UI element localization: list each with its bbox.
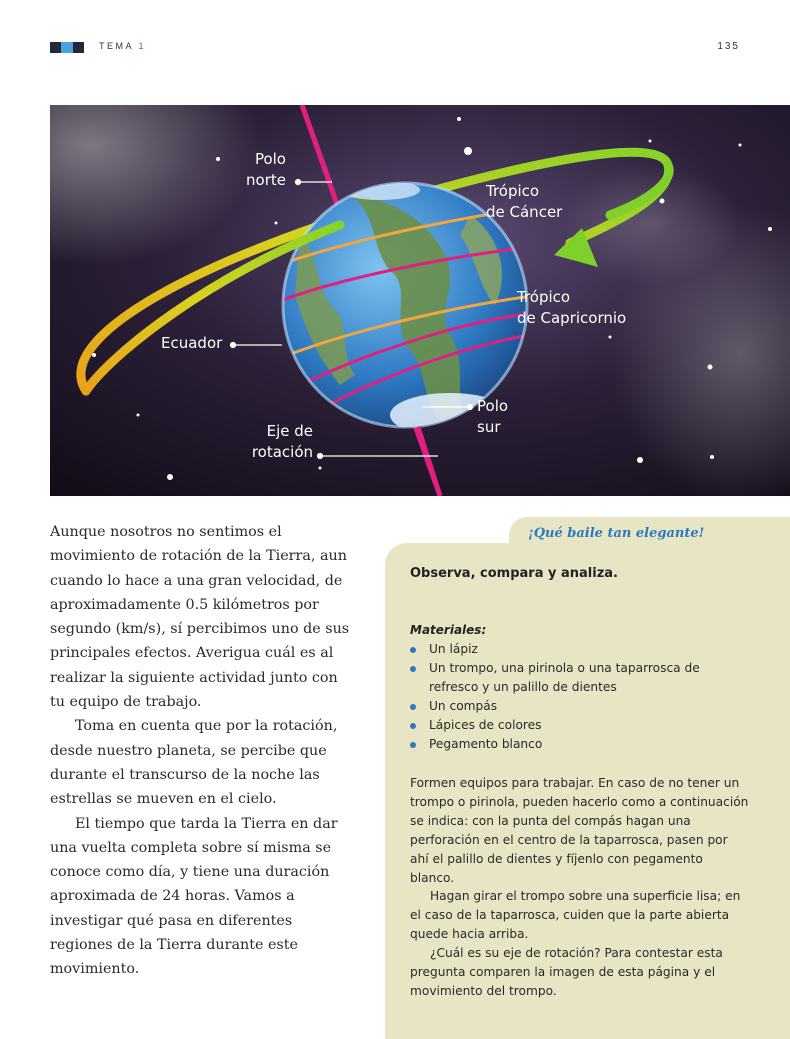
activity-title: ¡Qué baile tan elegante! — [528, 526, 705, 541]
label-tropico-cancer: Trópico de Cáncer — [486, 182, 563, 221]
paragraph: Hagan girar el trompo sobre una superficie lisa; en el caso de la taparrosca, cuiden que la parte abierta quede hacia arriba. — [410, 889, 741, 942]
paragraph: Toma en cuenta que por la rotación, desde nuestro planeta, se percibe que durante el transcurso de la noche las estrellas se mueven en el cielo. — [50, 718, 338, 808]
label-polo-sur: Polo sur — [477, 397, 509, 436]
list-item: Pegamento blanco — [410, 735, 740, 754]
section-label: TEMA 1 — [99, 41, 147, 51]
list-item: Un compás — [410, 697, 740, 716]
earth-illustration — [50, 105, 790, 496]
activity-instructions — [410, 774, 750, 1001]
page-number: 135 — [717, 41, 740, 52]
section-number: 1 — [138, 41, 147, 51]
label-polo-norte: Polo norte — [246, 150, 286, 189]
paragraph: El tiempo que tarda la Tierra en dar una vuelta completa sobre sí misma se conoce como día, y tiene una duración aproximada de 24 horas. Vamos a investigar qué pasa en diferentes regiones de la Tierra durante este movimiento. — [50, 815, 338, 978]
list-item: Un lápiz — [410, 640, 740, 659]
paragraph: ¿Cuál es su eje de rotación? Para contestar esta pregunta comparen la imagen de esta página y el movimiento del trompo. — [410, 946, 723, 998]
paragraph: Aunque nosotros no sentimos el movimiento de rotación de la Tierra, aun cuando lo hace a una gran velocidad, de aproximadamente 0.5 kilómetros por segundo (km/s), sí percibimos uno de sus principales efectos. Averigua cuál es al realizar la siguiente actividad junto con tu equipo de trabajo. — [50, 524, 350, 711]
label-eje-rotacion: Eje de rotación — [251, 422, 313, 461]
activity-subtitle: Observa, compara y analiza. — [410, 566, 618, 581]
list-item: Un trompo, una pirinola o una taparrosca de refresco y un palillo de dientes — [410, 659, 740, 697]
paragraph: Formen equipos para trabajar. En caso de no tener un trompo o pirinola, pueden hacerlo como a continuación se indica: con la punta del compás hagan una perforación en el centro de la taparrosca, pasen por ahí el palillo de dientes y fíjenlo con pegamento blanco. — [410, 776, 749, 885]
label-ecuador: Ecuador — [161, 334, 223, 352]
section-color-blocks — [50, 42, 84, 53]
materials-heading: Materiales: — [410, 623, 487, 637]
materials-list — [410, 640, 740, 754]
page-header — [50, 41, 740, 55]
list-item: Lápices de colores — [410, 716, 740, 735]
main-text — [50, 520, 350, 982]
label-tropico-capricornio: Trópico de Capricornio — [517, 288, 627, 327]
earth-rotation-figure — [50, 105, 790, 496]
